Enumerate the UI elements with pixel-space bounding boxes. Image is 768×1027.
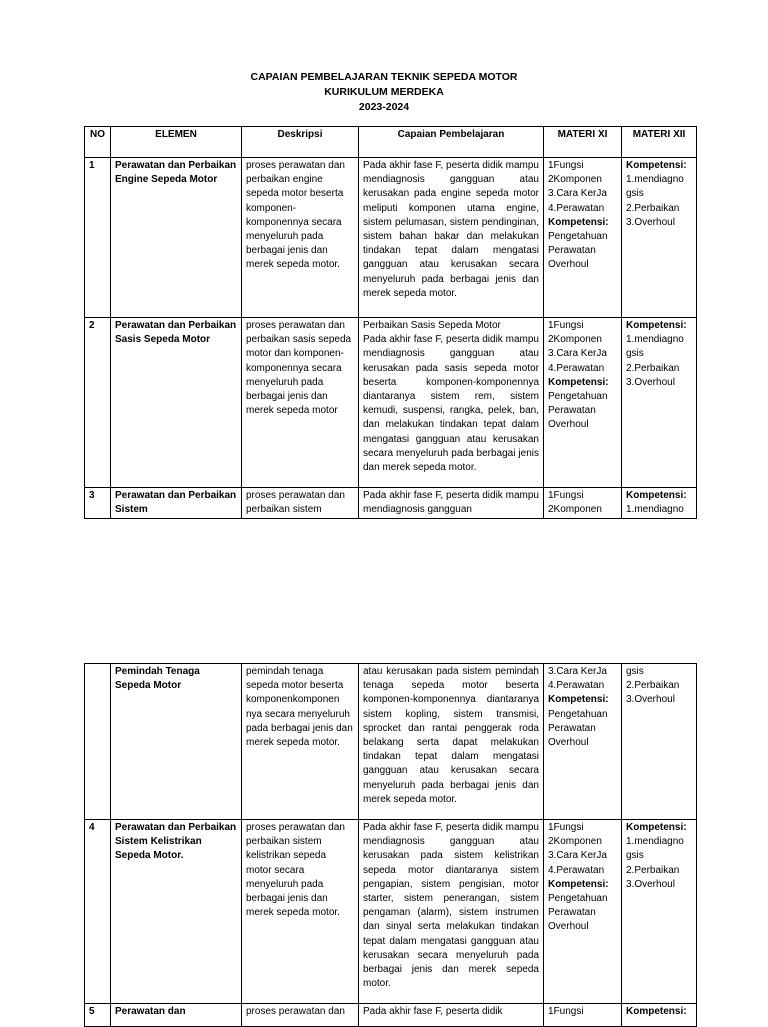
row-capaian [359, 820, 544, 1004]
row-elemen: Perawatan dan Perbaikan Sistem Kelistrikan Sepeda Motor. [111, 820, 242, 1004]
list-item: 1.mendiagno [626, 334, 684, 346]
list-item: 2Komponen [548, 334, 602, 346]
list-item: Perawatan [548, 722, 596, 734]
row-elemen: Pemindah Tenaga Sepeda Motor [111, 664, 242, 820]
list-item: 3.Overhoul [626, 694, 675, 706]
table-row [85, 820, 697, 1004]
list-item: 2.Perbaikan [626, 864, 680, 876]
row-capaian [359, 488, 544, 519]
list-item: 3.Cara KerJa [548, 850, 607, 862]
list-item: 2.Perbaikan [626, 362, 680, 374]
list-item: 3.Overhoul [626, 878, 675, 890]
row-materi-xi [544, 664, 622, 820]
row-no: 4 [85, 820, 111, 1004]
list-item: Perawatan [548, 907, 596, 919]
list-item: Pengetahuan [548, 391, 608, 403]
list-item: Perawatan [548, 405, 596, 417]
row-no: 2 [85, 318, 111, 488]
title-line-1: CAPAIAN PEMBELAJARAN TEKNIK SEPEDA MOTOR [250, 71, 518, 83]
row-elemen [111, 1004, 242, 1027]
row-deskripsi: proses perawatan dan perbaikan engine sepeda motor beserta komponen-komponennya secara menyeluruh pada berbagai jenis dan merek sepeda motor. [242, 158, 359, 318]
row-capaian-heading: Perbaikan Sasis Sepeda Motor [363, 320, 501, 331]
list-item: 1.mendiagno [626, 504, 684, 516]
list-item: 1.mendiagno [626, 174, 684, 186]
header-capaian: Capaian Pembelajaran [359, 127, 544, 158]
kompetensi-label: Kompetensi: [626, 1006, 687, 1017]
row-deskripsi [242, 1004, 359, 1027]
list-item: gsis [626, 348, 644, 360]
header-materi-xii: MATERI XII [622, 127, 697, 158]
row-capaian-text: atau kerusakan pada sistem pemindah tenaga sepeda motor beserta komponen-komponennya diantaranya sistem kopling, sistem transmisi, sprocket dan rantai penggerak roda belakang serta dapat melakukan tindakan tepat dalam mengatasi gangguan atau kerusakan secara menyeluruh pada berbagai jenis dan merek sepeda motor. [363, 666, 539, 805]
row-no: 5 [85, 1004, 111, 1027]
list-item: 1Fungsi [548, 1006, 584, 1017]
row-capaian-text: Pada akhir fase F, peserta didik mampu mendiagnosis gangguan atau kerusakan pada sasis sepeda motor beserta komponen-komponennya diantaranya sistem rem, sistem kemudi, suspensi, rangka, pelek, ban, dan melakukan tindakan tepat dalam mengatasi gangguan atau kerusakan secara menyeluruh pada berbagai jenis dan merek sepeda motor. [363, 334, 539, 474]
row-materi-xii [622, 820, 697, 1004]
row-capaian [359, 664, 544, 820]
row-elemen-text: Perawatan dan Perbaikan Sistem [115, 490, 237, 516]
list-item: Overhoul [548, 921, 589, 933]
document-page-2 [0, 640, 768, 1024]
row-materi-xi [544, 318, 622, 488]
row-no: 3 [85, 488, 111, 519]
kompetensi-label: Kompetensi: [548, 878, 609, 890]
table-row [85, 158, 697, 318]
kompetensi-label: Kompetensi: [626, 490, 687, 501]
row-no [85, 664, 111, 820]
table-header-row [85, 127, 697, 158]
list-item: 1.mendiagno [626, 836, 684, 848]
list-item: Pengetahuan [548, 231, 608, 243]
list-item: 1Fungsi [548, 490, 584, 501]
title-line-2: KURIKULUM MERDEKA [324, 86, 444, 98]
list-item: 4.Perawatan [548, 864, 605, 876]
list-item: 3.Cara KerJa [548, 188, 607, 200]
list-item: Overhoul [548, 737, 589, 749]
list-item: 4.Perawatan [548, 202, 605, 214]
list-item: gsis [626, 666, 644, 677]
list-item: Perawatan [548, 245, 596, 257]
row-deskripsi: proses perawatan dan perbaikan sasis sepeda motor dan komponen-komponennya secara menyeluruh pada berbagai jenis dan merek sepeda motor [242, 318, 359, 488]
table-row [85, 1004, 697, 1027]
list-item: 3.Overhoul [626, 216, 675, 228]
row-elemen [111, 488, 242, 519]
list-item: 2.Perbaikan [626, 680, 680, 692]
header-deskripsi: Deskripsi [242, 127, 359, 158]
kompetensi-label: Kompetensi: [548, 376, 609, 388]
document-title [0, 70, 768, 115]
list-item: 4.Perawatan [548, 680, 605, 692]
kompetensi-label: Kompetensi: [548, 216, 609, 228]
header-no: NO [85, 127, 111, 158]
learning-outcomes-table-continued [84, 663, 697, 1027]
row-deskripsi-text: proses perawatan dan [246, 1006, 345, 1017]
row-deskripsi [242, 488, 359, 519]
list-item: Pengetahuan [548, 893, 608, 905]
title-line-3: 2023-2024 [358, 101, 410, 113]
list-item: 3.Cara KerJa [548, 348, 607, 360]
table-row [85, 488, 697, 519]
row-capaian-text: Pada akhir fase F, peserta didik [363, 1006, 503, 1017]
header-materi-xi: MATERI XI [544, 127, 622, 158]
list-item: Overhoul [548, 259, 589, 271]
row-deskripsi: pemindah tenaga sepeda motor beserta komponenkomponen nya secara menyeluruh pada berbagai jenis dan merek sepeda motor. [242, 664, 359, 820]
row-materi-xii [622, 664, 697, 820]
table-row [85, 664, 697, 820]
row-elemen: Perawatan dan Perbaikan Sasis Sepeda Motor [111, 318, 242, 488]
row-capaian [359, 158, 544, 318]
row-materi-xii [622, 488, 697, 519]
row-capaian-text: Pada akhir fase F, peserta didik mampu mendiagnosis gangguan [363, 490, 539, 516]
row-materi-xi [544, 158, 622, 318]
list-item: gsis [626, 850, 644, 862]
list-item: Pengetahuan [548, 708, 608, 720]
learning-outcomes-table [84, 126, 697, 519]
row-materi-xii [622, 158, 697, 318]
list-item: 2Komponen [548, 174, 602, 186]
row-no: 1 [85, 158, 111, 318]
row-capaian [359, 1004, 544, 1027]
row-deskripsi-text: proses perawatan dan perbaikan sistem [246, 490, 345, 516]
kompetensi-label: Kompetensi: [626, 160, 687, 171]
row-materi-xi [544, 1004, 622, 1027]
list-item: Overhoul [548, 419, 589, 431]
table-row [85, 318, 697, 488]
list-item: 2Komponen [548, 504, 602, 516]
row-materi-xii [622, 1004, 697, 1027]
row-materi-xi [544, 488, 622, 519]
list-item: 1Fungsi [548, 160, 584, 171]
list-item: 4.Perawatan [548, 362, 605, 374]
header-elemen: ELEMEN [111, 127, 242, 158]
list-item: 3.Overhoul [626, 376, 675, 388]
row-elemen: Perawatan dan Perbaikan Engine Sepeda Motor [111, 158, 242, 318]
list-item: 3.Cara KerJa [548, 666, 607, 677]
list-item: 1Fungsi [548, 822, 584, 833]
row-materi-xi [544, 820, 622, 1004]
list-item: 2Komponen [548, 836, 602, 848]
row-materi-xii [622, 318, 697, 488]
row-capaian-text: Pada akhir fase F, peserta didik mampu mendiagnosis gangguan atau kerusakan pada engine sepeda motor meliputi komponen utama engine, sistem pelumasan, sistem pendinginan, sistem bahan bakar dan melakukan tindakan tepat dalam mengatasi gangguan atau kerusakan secara menyeluruh pada berbagai jenis dan merek sepeda motor. [363, 160, 539, 299]
list-item: gsis [626, 188, 644, 200]
row-capaian-text: Pada akhir fase F, peserta didik mampu mendiagnosis gangguan atau kerusakan pada sistem kelistrikan sepeda motor diantaranya sistem pengapian, sistem pengisian, motor starter, sistem penerangan, sistem pengaman (alarm), sistem instrumen dan sinyal serta melakukan tindakan tepat dalam mengatasi gangguan atau kerusakan secara menyeluruh pada berbagai jenis dan merek sepeda motor. [363, 822, 539, 990]
row-deskripsi: proses perawatan dan perbaikan sistem kelistrikan sepeda motor secara menyeluruh pada berbagai jenis dan merek sepeda motor. [242, 820, 359, 1004]
list-item: 1Fungsi [548, 320, 584, 331]
list-item: 2.Perbaikan [626, 202, 680, 214]
kompetensi-label: Kompetensi: [548, 694, 609, 706]
kompetensi-label: Kompetensi: [626, 822, 687, 833]
kompetensi-label: Kompetensi: [626, 320, 687, 331]
row-capaian [359, 318, 544, 488]
row-elemen-text: Perawatan dan [115, 1006, 186, 1017]
